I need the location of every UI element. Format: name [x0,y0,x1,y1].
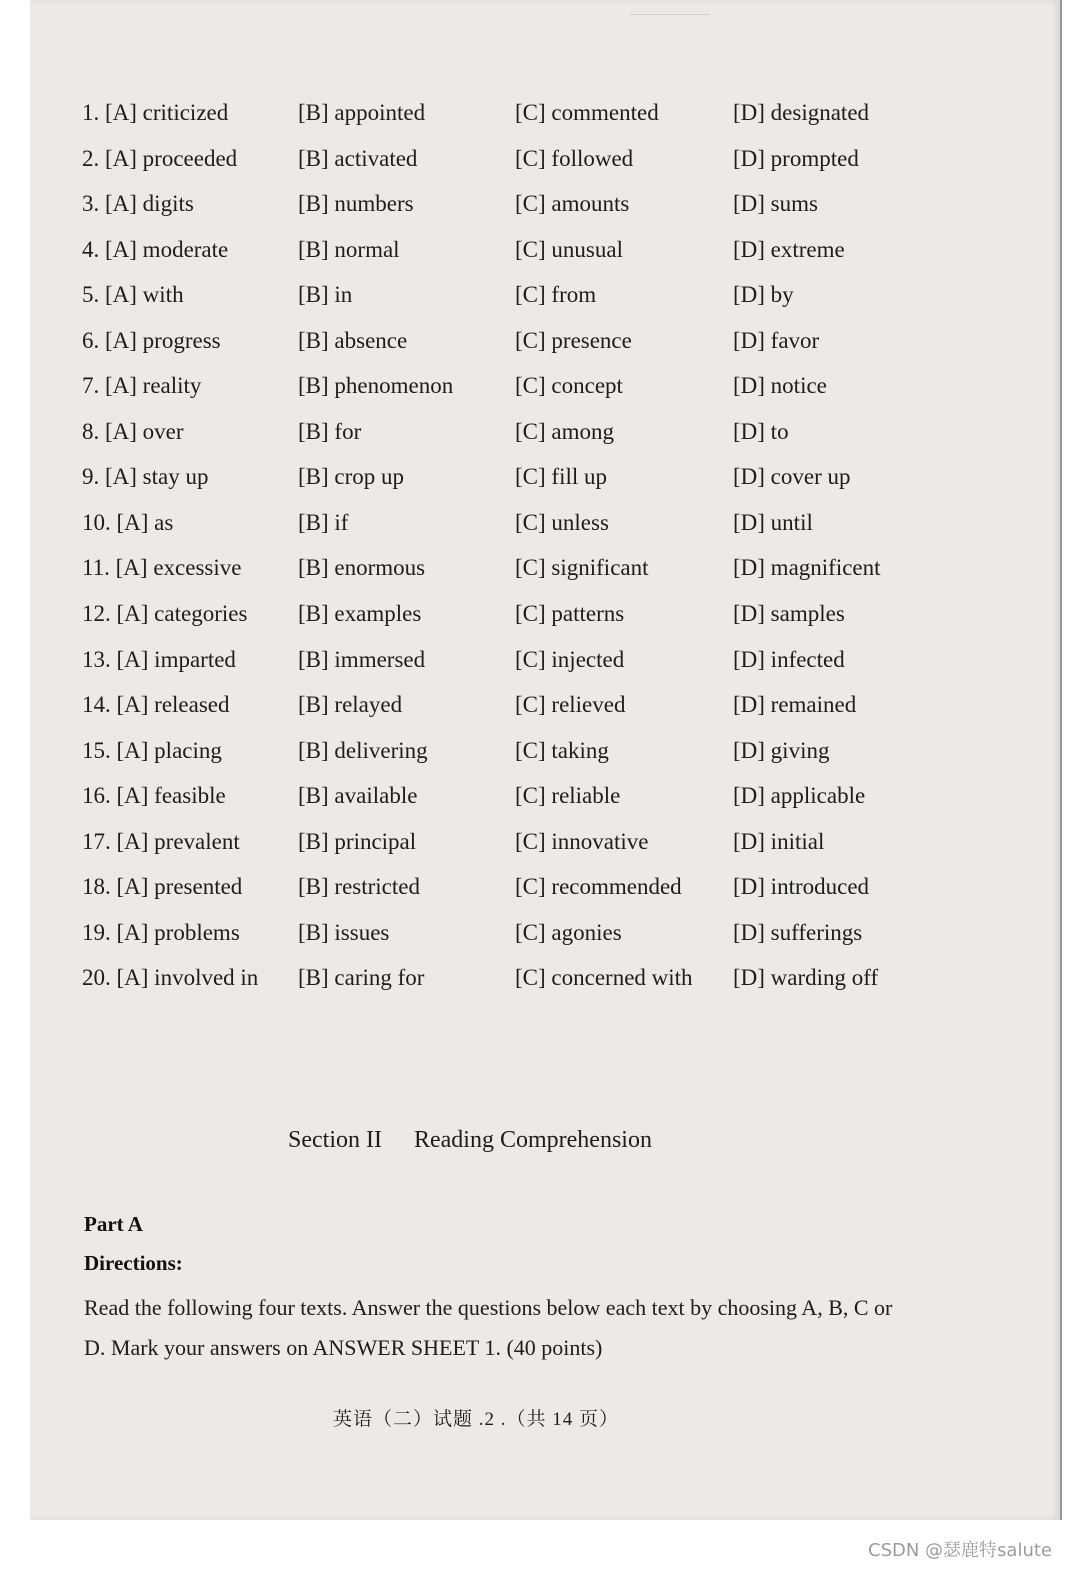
option-a: 13. [A] imparted [82,646,236,672]
question-row [82,961,942,1007]
option-b: [B] numbers [298,191,414,217]
option-a: 14. [A] released [82,692,230,718]
option-c: [C] reliable [515,783,621,809]
option-d: [D] warding off [733,965,879,991]
question-row [82,870,942,916]
option-b: [B] normal [298,236,400,262]
section-number: Section II [288,1127,382,1153]
option-b: [B] enormous [298,555,426,581]
option-a: 5. [A] with [82,282,184,308]
option-d: [D] sufferings [733,919,863,945]
option-a: 3. [A] digits [82,191,194,217]
option-c: [C] unless [515,509,609,535]
option-c: [C] innovative [515,828,649,854]
question-row [82,734,942,780]
option-c: [C] among [515,418,615,444]
option-a: 15. [A] placing [82,737,222,763]
option-c: [C] presence [515,327,632,353]
option-b: [B] activated [298,145,418,171]
question-row [82,460,942,506]
option-d: [D] remained [733,692,857,718]
option-c: [C] relieved [515,692,626,718]
page-footer: 英语（二）试题 .2 .（共 14 页） [333,1409,620,1430]
option-a: 6. [A] progress [82,327,221,353]
option-a: 1. [A] criticized [82,100,229,125]
question-row [82,278,942,324]
option-b: [B] restricted [298,874,420,900]
question-row [82,551,942,597]
question-row [82,506,942,552]
option-a: 12. [A] categories [82,601,248,627]
question-row [82,142,942,188]
page-top-mark [630,0,710,15]
option-d: [D] sums [733,191,818,217]
option-c: [C] concept [515,373,623,399]
option-a: 17. [A] prevalent [82,828,240,854]
option-b: [B] issues [298,919,390,945]
option-d: [D] samples [733,601,845,627]
option-a: 18. [A] presented [82,874,243,900]
option-d: [D] by [733,282,794,308]
option-d: [D] giving [733,737,830,763]
option-c: [C] patterns [515,601,625,627]
question-row [82,415,942,461]
question-row [82,643,942,689]
option-b: [B] absence [298,327,408,353]
option-c: [C] recommended [515,874,682,900]
option-d: [D] applicable [733,783,866,809]
option-d: [D] infected [733,646,845,672]
option-a: 11. [A] excessive [82,555,242,581]
option-a: 16. [A] feasible [82,783,226,809]
section-heading [288,1127,652,1154]
option-d: [D] magnificent [733,555,881,581]
option-a: 4. [A] moderate [82,236,229,262]
option-c: [C] followed [515,145,634,171]
option-b: [B] in [298,282,353,308]
option-d: [D] to [733,418,789,444]
option-b: [B] examples [298,601,422,627]
option-b: [B] appointed [298,100,426,125]
option-b: [B] available [298,783,418,809]
option-d: [D] designated [733,100,870,125]
option-a: 8. [A] over [82,418,184,444]
option-c: [C] taking [515,737,609,763]
option-a: 2. [A] proceeded [82,145,238,171]
option-d: [D] prompted [733,145,859,171]
question-row [82,187,942,233]
option-a: 7. [A] reality [82,373,202,399]
option-b: [B] if [298,509,349,535]
section-title: Reading Comprehension [413,1127,652,1153]
option-b: [B] for [298,418,362,444]
option-d: [D] introduced [733,874,870,900]
option-a: 19. [A] problems [82,919,240,945]
watermark: CSDN @瑟鹿特salute [868,1540,1052,1561]
option-b: [B] relayed [298,692,403,718]
part-heading: Part A [84,1212,143,1236]
option-b: [B] delivering [298,737,428,763]
option-c: [C] commented [515,100,659,125]
option-a: 9. [A] stay up [82,464,209,490]
question-row [82,916,942,962]
question-row [82,96,942,142]
option-b: [B] immersed [298,646,426,672]
question-row [82,825,942,871]
option-a: 20. [A] involved in [82,965,259,991]
question-row [82,324,942,370]
question-row [82,597,942,643]
option-c: [C] fill up [515,464,607,490]
option-b: [B] principal [298,828,417,854]
option-c: [C] unusual [515,236,623,262]
option-b: [B] crop up [298,464,405,490]
question-row [82,688,942,734]
option-d: [D] notice [733,373,827,399]
question-row [82,369,942,415]
question-row [82,779,942,825]
option-d: [D] extreme [733,236,845,262]
option-c: [C] significant [515,555,649,581]
option-d: [D] favor [733,327,820,353]
directions-text: Read the following four texts. Answer the questions below each text by choosing A, B, C or D. Mark your answers on ANSWER SHEET 1. (40 points) [84,1295,893,1360]
option-c: [C] amounts [515,191,630,217]
option-c: [C] concerned with [515,965,693,991]
option-d: [D] initial [733,828,825,854]
option-c: [C] agonies [515,919,622,945]
option-c: [C] injected [515,646,625,672]
option-a: 10. [A] as [82,509,174,535]
answer-options-list [82,96,942,1007]
option-d: [D] cover up [733,464,851,490]
option-b: [B] phenomenon [298,373,454,399]
option-b: [B] caring for [298,965,425,991]
option-c: [C] from [515,282,597,308]
question-row [82,233,942,279]
option-d: [D] until [733,509,813,535]
directions-label: Directions: [84,1251,183,1275]
